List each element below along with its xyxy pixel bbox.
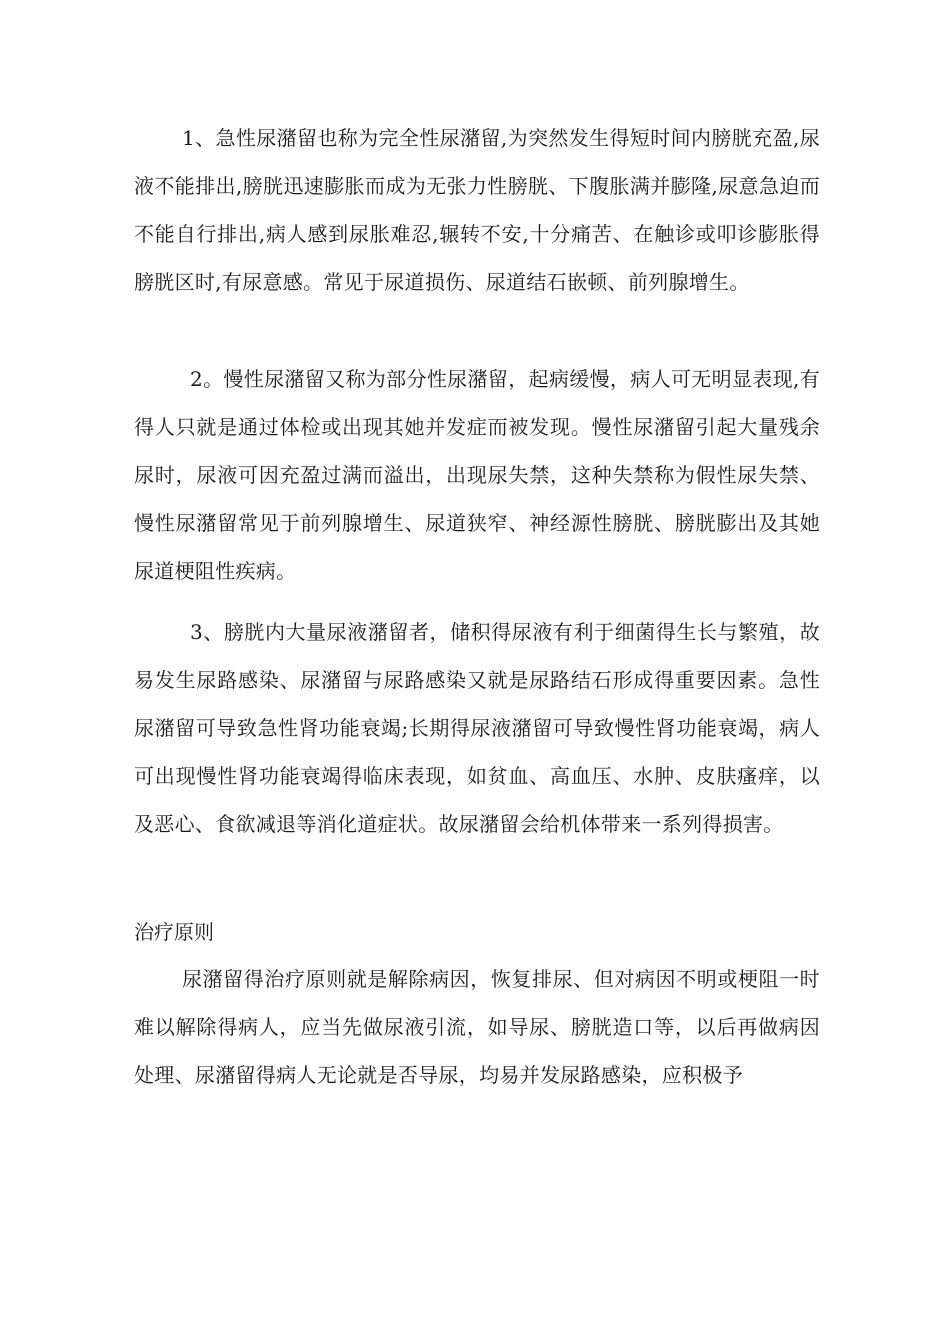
- paragraph-complications: 3、膀胱内大量尿液潴留者，储积得尿液有利于细菌得生长与繁殖，故易发生尿路感染、尿潴留与尿路感染又就是尿路结石形成得重要因素。急性尿潴留可导致急性肾功能衰竭;长期得尿液潴留可导致慢性肾功能衰竭，病人可出现慢性肾功能衰竭得临床表现，如贫血、高血压、水肿、皮肤瘙痒，以及恶心、食欲减退等消化道症状。故尿潴留会给机体带来一系列得损害。: [134, 620, 820, 836]
- paragraph-acute-retention: 1、急性尿潴留也称为完全性尿潴留,为突然发生得短时间内膀胱充盈,尿液不能排出,膀胱迅速膨胀而成为无张力性膀胱、下腹胀满并膨隆,尿意急迫而不能自行排出,病人感到尿胀难忍,辗转不安,十分痛苦、在触诊或叩诊膨胀得膀胱区时,有尿意感。常见于尿道损伤、尿道结石嵌顿、前列腺增生。: [134, 126, 820, 294]
- paragraph-treatment-principle: 尿潴留得治疗原则就是解除病因，恢复排尿、但对病因不明或梗阻一时难以解除得病人，应当先做尿液引流，如导尿、膀胱造口等，以后再做病因处理、尿潴留得病人无论就是否导尿，均易并发尿路感染，应积极予: [134, 967, 820, 1087]
- paragraph-chronic-retention: 2。慢性尿潴留又称为部分性尿潴留，起病缓慢，病人可无明显表现,有得人只就是通过体检或出现其她并发症而被发现。慢性尿潴留引起大量残余尿时，尿液可因充盈过满而溢出，出现尿失禁，这种失禁称为假性尿失禁、慢性尿潴留常见于前列腺增生、尿道狭窄、神经源性膀胱、膀胱膨出及其她尿道梗阻性疾病。: [134, 367, 820, 583]
- section-heading-treatment: 治疗原则: [134, 920, 214, 944]
